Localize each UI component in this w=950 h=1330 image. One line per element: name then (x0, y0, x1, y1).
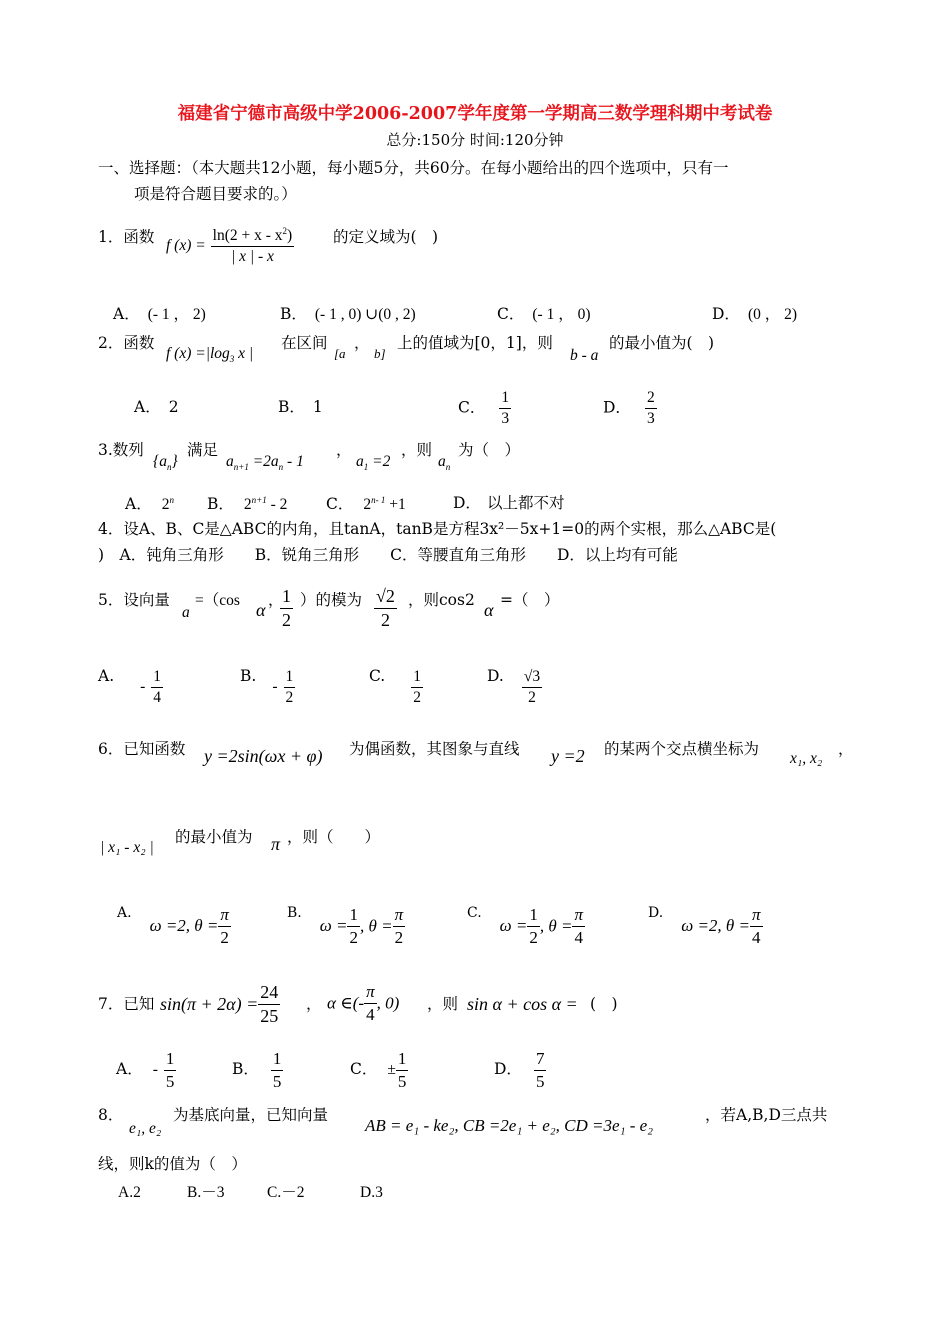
q6-option-c: C.ω = $\frac{1}{2}$ , θ = $\frac{\pi}{4}$ (467, 905, 584, 947)
q6-comma: ， (838, 740, 854, 758)
q3-mid2: ，则 (401, 441, 433, 459)
q1-suffix: 的定义域为( ) (333, 228, 439, 246)
q2-option-c: C． $\frac{1}{3}$ (458, 389, 510, 427)
q4-line2: ) A．钝角三角形 B．锐角三角形 C．等腰直角三角形 D．以上均有可能 (98, 546, 678, 564)
q8-option-a: A.2 (118, 1184, 141, 1201)
q6-function: y =2sin(ωx + φ) (204, 746, 323, 766)
q5-modulus: $\frac{√2}{2}$ (376, 586, 395, 630)
q2-interval-a: [a (334, 346, 346, 361)
q7-suffix: ( ) (590, 995, 618, 1013)
q6-option-a: A.ω =2, θ = $\frac{\pi}{2}$ (117, 905, 229, 947)
section-instruction-line1: 一、选择题：（本大题共12小题，每小题5分，共60分。在每小题给出的四个选项中，只有一 (98, 159, 729, 177)
q1-option-b: B． (- 1 , 0) ∪(0 , 2) (280, 305, 416, 323)
q2-prefix: 2．函数 (98, 334, 155, 352)
q8-suffix: ，若A,B,D三点共 (705, 1106, 828, 1124)
q5-alpha2: α (484, 600, 494, 620)
q5-suffix: =（ ） (500, 591, 560, 609)
q5-close: ）的模为 (300, 591, 363, 609)
section-instruction-line2: 项是符合题目要求的。） (134, 185, 297, 203)
q3-comma: ， (336, 441, 352, 459)
q3-option-c: C． $2^{n- 1} +1$ (326, 495, 406, 514)
q1-formula-numerator: $\ln(2 + x - x^2)$ (211, 226, 295, 247)
q1-formula-lhs: f (x) = (166, 236, 206, 254)
q2-interval-sep: ， (354, 334, 370, 352)
q7-mid: ，则 (427, 995, 459, 1013)
q8-option-d: D.3 (360, 1184, 383, 1201)
q1-option-d: D． (0 ， 2) (712, 305, 798, 323)
q2-interval-b: b] (374, 346, 386, 361)
q2-mid2: 上的值域为[0，1]，则 (397, 334, 553, 352)
q2-option-d: D． $\frac{2}{3}$ (603, 389, 655, 427)
q6-pi: π (271, 834, 281, 854)
q5-mid: ，则cos2 (408, 591, 475, 609)
q7-option-b: B． $\frac{1}{5}$ (232, 1049, 282, 1091)
q1-formula-denominator: | x | - x (230, 247, 274, 265)
q6-suffix: ，则（ ） (287, 828, 381, 846)
q3-initial: $a_1 =2$ (356, 453, 391, 473)
q8-option-c: C.－2 (267, 1184, 305, 1201)
q5-vector: a (182, 604, 190, 621)
q3-prefix: 3.数列 (98, 441, 144, 459)
q7-comma: ， (306, 995, 322, 1013)
q6-mid3: 的最小值为 (175, 828, 253, 846)
q8-vectors: AB = e₁ - ke₂, CB =2e₁ + e₂, CD =3e₁ - e₂ (365, 1116, 654, 1135)
q3-option-b: B． $2^{n+1} - 2$ (207, 495, 288, 514)
q6-abs: | x₁ - x₂ | (100, 839, 154, 856)
q2-option-a: A． 2 (134, 398, 179, 416)
q3-option-a: A． 2$^n$ (125, 495, 174, 514)
q6-mid1: 为偶函数，其图象与直线 (349, 740, 520, 758)
q4-line1: 4．设A、B、C是△ABC的内角，且tanA，tanB是方程3x²－5x+1=0的两个实根，那么△ABC是( (98, 520, 777, 538)
q6-line: y =2 (551, 746, 585, 766)
q2-suffix: 的最小值为( ) (609, 334, 715, 352)
q6-prefix: 6．已知函数 (98, 740, 186, 758)
q6-option-d: D.ω =2, θ = $\frac{\pi}{4}$ (648, 905, 761, 947)
q3-suffix: 为（ ） (458, 441, 521, 459)
q8-basis: e₁, e₂ (129, 1120, 162, 1137)
q3-mid1: 满足 (187, 441, 219, 459)
q3-recurrence: $a_{n+1} =2a_n - 1$ (226, 453, 304, 473)
q6-xs: x₁, x₂ (790, 750, 823, 767)
q5-option-a: A.- $\frac{1}{4}$ (98, 667, 162, 706)
q2-option-b: B． 1 (278, 398, 323, 416)
q7-option-c: C． ± $\frac{1}{5}$ (350, 1049, 407, 1091)
q5-option-c: C. $\frac{1}{2}$ (369, 667, 421, 706)
q5-option-b: B.- $\frac{1}{2}$ (240, 667, 294, 706)
q3-an: $a_n$ (438, 453, 451, 473)
q7-condition: sin(π + 2α) = $\frac{24}{25}$ (160, 982, 279, 1026)
q7-prefix: 7．已知 (98, 995, 155, 1013)
q2-mid1: 在区间 (281, 334, 328, 352)
page-subtitle: 总分:150分 时间:120分钟 (386, 131, 564, 149)
q5-eq: =（cos (195, 592, 240, 609)
q7-range: α ∈(- $\frac{\pi}{4}$ , 0) (327, 982, 400, 1024)
q5-prefix: 5．设向量 (98, 591, 170, 609)
q8-line2: 线，则k的值为（ ） (98, 1155, 247, 1173)
q5-comma: ， (268, 591, 284, 609)
q5-option-d: D. $\frac{√3}{2}$ (487, 667, 541, 706)
q1-formula (166, 226, 294, 266)
q7-option-d: D． $\frac{7}{5}$ (494, 1049, 545, 1091)
q1-option-c: C． (- 1 ， 0) (497, 305, 591, 323)
page-title: 福建省宁德市高级中学2006-2007学年度第一学期高三数学理科期中考试卷 (177, 104, 773, 124)
q6-option-b: B.ω = $\frac{1}{2}$ , θ = $\frac{\pi}{2}$ (287, 905, 404, 947)
q6-mid2: 的某两个交点横坐标为 (604, 740, 760, 758)
q8-mid1: 为基底向量，已知向量 (173, 1106, 329, 1124)
q3-sequence: $\{a_n\}$ (153, 453, 178, 473)
q2-expr: b - a (570, 347, 599, 364)
q3-option-d: D． 以上都不对 (453, 494, 565, 512)
q7-option-a: A． - $\frac{1}{5}$ (116, 1049, 175, 1091)
q8-option-b: B.－3 (187, 1184, 225, 1201)
q5-alpha: α (256, 600, 266, 620)
q2-formula: f $(x) =|\log_3$ x | (166, 345, 254, 365)
q1-prefix: 1．函数 (98, 228, 155, 246)
q7-expression: sin α + cos α = (467, 994, 578, 1014)
q5-half: $\frac{1}{2}$ (282, 586, 291, 630)
q1-option-a: A． (- 1 ， 2) (113, 305, 206, 323)
q8-prefix: 8． (98, 1106, 124, 1124)
